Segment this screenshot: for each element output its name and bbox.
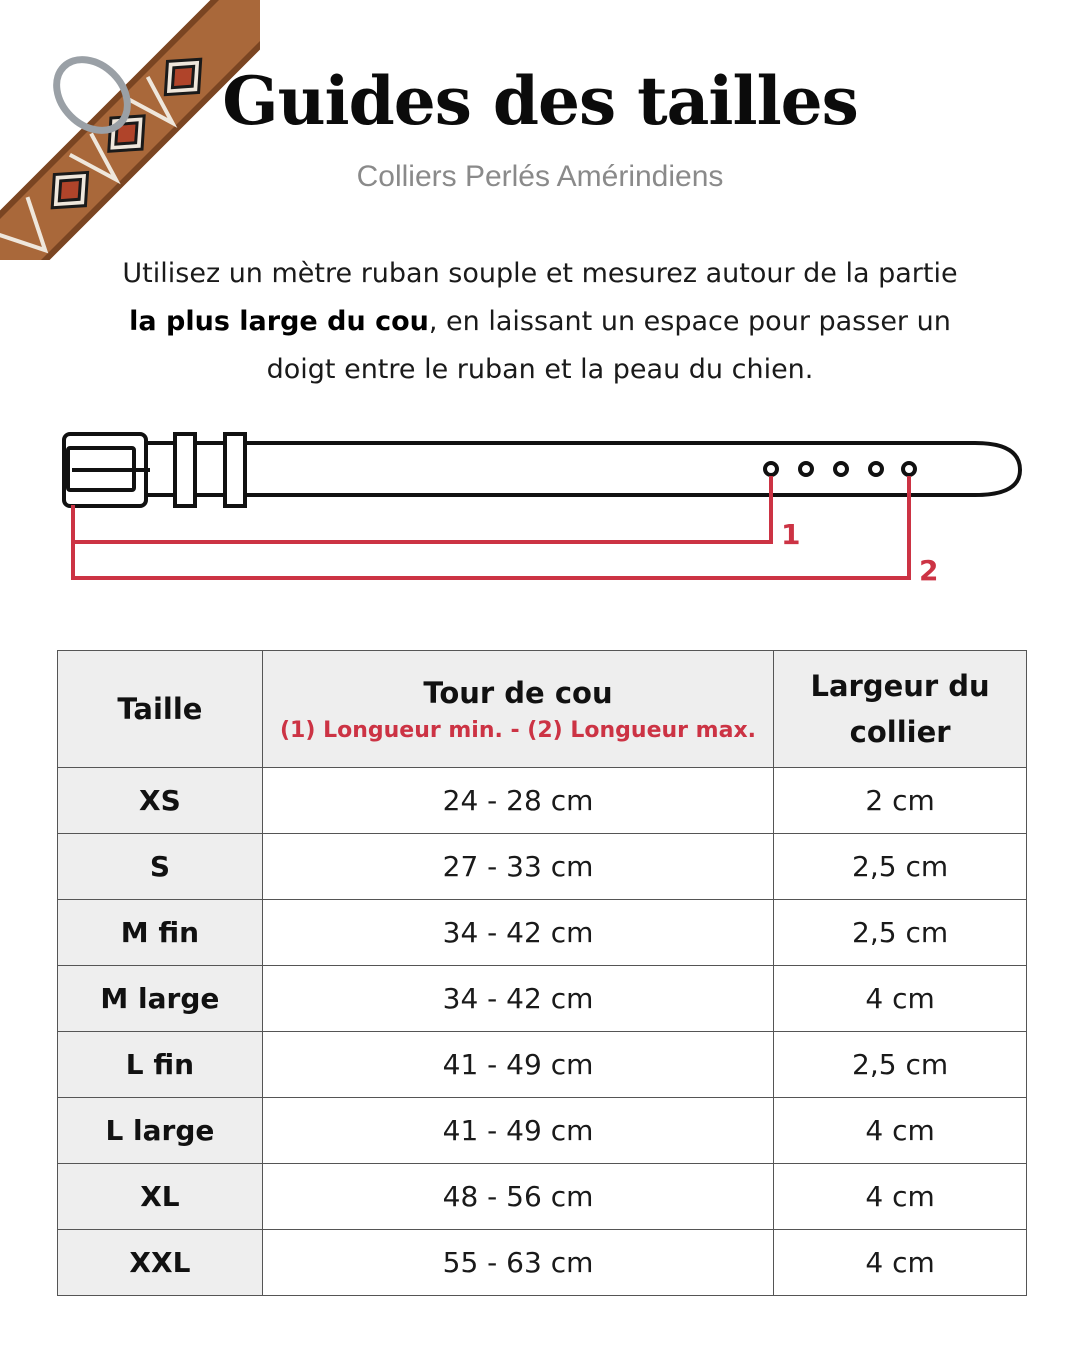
instructions-emphasis: la plus large du cou: [129, 306, 429, 337]
table-row: [58, 966, 1027, 1032]
measure-label-max: 2: [919, 554, 939, 587]
width-cell: 4 cm: [774, 966, 1027, 1032]
neck-cell: 48 - 56 cm: [262, 1164, 773, 1230]
size-table: [57, 650, 1027, 1296]
neck-cell: 24 - 28 cm: [262, 768, 773, 834]
width-cell: 2,5 cm: [774, 900, 1027, 966]
width-cell: 2,5 cm: [774, 1032, 1027, 1098]
width-cell: 4 cm: [774, 1164, 1027, 1230]
size-cell: XL: [58, 1164, 263, 1230]
neck-cell: 55 - 63 cm: [262, 1230, 773, 1296]
size-cell: M large: [58, 966, 263, 1032]
table-row: [58, 1098, 1027, 1164]
table-row: [58, 1230, 1027, 1296]
neck-cell: 34 - 42 cm: [262, 900, 773, 966]
size-cell: M fin: [58, 900, 263, 966]
neck-cell: 34 - 42 cm: [262, 966, 773, 1032]
header-neck-subtitle: (1) Longueur min. - (2) Longueur max.: [280, 717, 756, 743]
size-cell: S: [58, 834, 263, 900]
instructions-text-1: Utilisez un mètre ruban souple et mesurez autour de la partie: [122, 258, 958, 289]
table-row: [58, 834, 1027, 900]
instructions-text-2: , en laissant un espace pour passer un doigt entre le ruban et la peau du chien.: [266, 306, 951, 385]
header-width: [774, 651, 1027, 768]
size-cell: XXL: [58, 1230, 263, 1296]
measure-label-min: 1: [781, 518, 801, 551]
table-header-row: [58, 651, 1027, 768]
size-cell: L fin: [58, 1032, 263, 1098]
collar-holes: [765, 463, 915, 475]
page-title: Guides des tailles: [222, 62, 858, 140]
width-cell: 2 cm: [774, 768, 1027, 834]
measuring-instructions: [110, 250, 970, 394]
page-subtitle: Colliers Perlés Amérindiens: [356, 160, 724, 193]
width-cell: 2,5 cm: [774, 834, 1027, 900]
collar-measurement-diagram: [0, 420, 1080, 600]
table-row: [58, 900, 1027, 966]
neck-cell: 41 - 49 cm: [262, 1098, 773, 1164]
table-row: [58, 1032, 1027, 1098]
size-cell: XS: [58, 768, 263, 834]
table-row: [58, 768, 1027, 834]
header-neck-title: Tour de cou: [423, 675, 613, 710]
table-row: [58, 1164, 1027, 1230]
neck-cell: 41 - 49 cm: [262, 1032, 773, 1098]
width-cell: 4 cm: [774, 1098, 1027, 1164]
size-cell: L large: [58, 1098, 263, 1164]
header-size: Taille: [58, 651, 263, 768]
neck-cell: 27 - 33 cm: [262, 834, 773, 900]
width-cell: 4 cm: [774, 1230, 1027, 1296]
header-width-title: Largeur du collier: [810, 669, 990, 749]
header-neck: [262, 651, 773, 768]
